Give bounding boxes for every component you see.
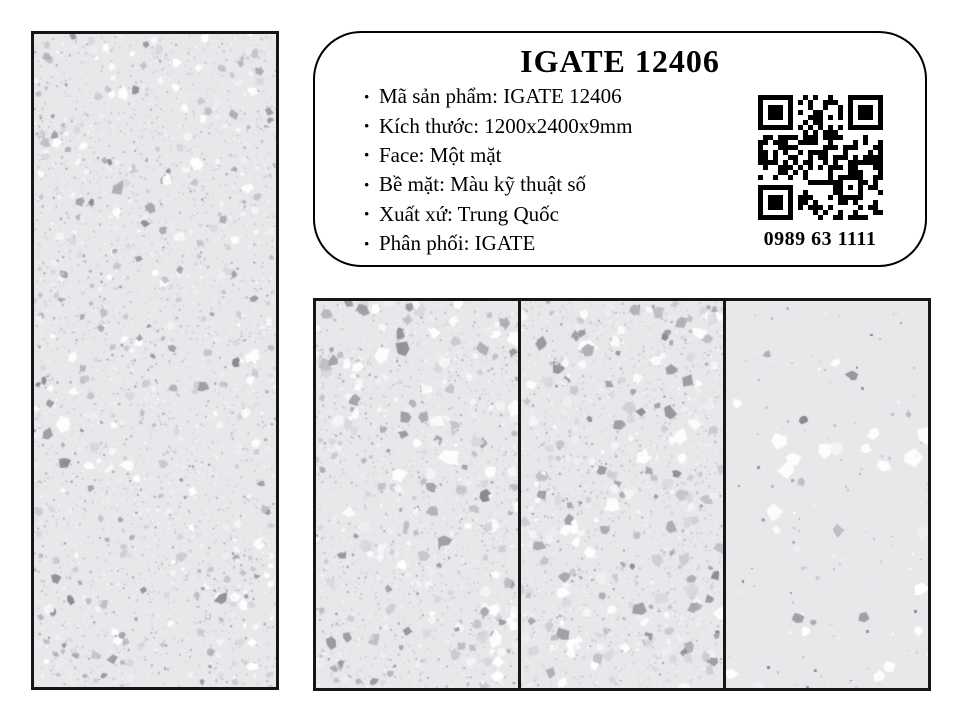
phone-number: 0989 63 1111 [763,228,877,250]
tile-swatch-large [31,31,279,690]
spec-item-size [363,111,632,140]
bullet-icon: · [363,142,371,168]
product-info-card [313,31,927,267]
tile-swatch-panel-3 [726,301,928,688]
bullet-icon: · [363,83,371,109]
spec-item-distributor [363,229,632,258]
terrazzo-texture-large [34,34,276,687]
terrazzo-texture-panel [521,301,723,688]
tile-panel-strip [313,298,931,691]
spec-list [363,82,632,258]
spec-item-product-code [363,82,632,111]
product-title: IGATE 12406 [520,43,720,79]
qr-code-icon [758,95,883,220]
spec-text: Phân phối: IGATE [379,231,536,256]
spec-text: Kích thước: 1200x2400x9mm [379,113,633,138]
spec-text: Face: Một mặt [379,142,502,167]
bullet-icon: · [363,171,371,197]
terrazzo-texture-panel [726,301,928,688]
bullet-icon: · [363,201,371,227]
spec-item-origin [363,200,632,229]
tile-swatch-panel-1 [316,301,518,688]
spec-text: Bề mặt: Màu kỹ thuật số [379,172,587,197]
spec-text: Mã sản phẩm: IGATE 12406 [379,84,622,109]
qr-block [755,95,885,251]
spec-item-face [363,141,632,170]
tile-swatch-panel-2 [521,301,723,688]
terrazzo-texture-panel [316,301,518,688]
spec-text: Xuất xứ: Trung Quốc [379,201,559,226]
spec-item-surface [363,170,632,199]
bullet-icon: · [363,113,371,139]
bullet-icon: · [363,230,371,256]
